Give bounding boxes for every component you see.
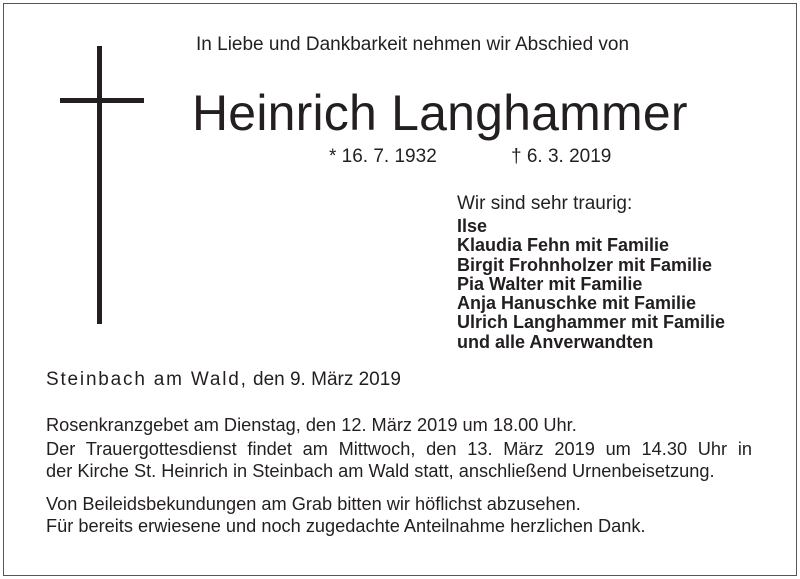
closing-line: Für bereits erwiesene und noch zugedachte Anteilnahme herzlichen Dank. [46, 516, 646, 536]
mourner-item: Klaudia Fehn mit Familie [457, 235, 670, 256]
cross-symbol-bar [60, 98, 144, 103]
notice-date: den 9. März 2019 [247, 369, 401, 390]
mourners-heading: Wir sind sehr traurig: [457, 193, 633, 214]
service-info [46, 438, 752, 482]
closing-text [46, 493, 646, 537]
mourner-item: Birgit Frohnholzer mit Familie [457, 254, 713, 275]
closing-line: Von Beileidsbekundungen am Grab bitten wir höflichst abzusehen. [46, 494, 581, 514]
mourner-item: Anja Hanuschke mit Familie [457, 293, 697, 314]
service-line: der Kirche St. Heinrich in Steinbach am Wald statt, anschließend Urnenbeisetzung. [46, 461, 715, 481]
cross-symbol [97, 46, 102, 324]
death-date: † 6. 3. 2019 [511, 146, 612, 167]
mourner-item: Ilse [457, 216, 488, 236]
service-line: Der Trauergottesdienst findet am Mittwoch, den 13. März 2019 um 14.30 Uhr in [46, 439, 752, 459]
place: Steinbach am Wald, [46, 369, 248, 390]
intro-text: In Liebe und Dankbarkeit nehmen wir Abschied von [196, 34, 630, 55]
mourner-item: und alle Anverwandten [457, 331, 654, 352]
birth-date: * 16. 7. 1932 [329, 146, 437, 167]
mourner-item: Ulrich Langhammer mit Familie [457, 312, 726, 333]
deceased-name: Heinrich Langhammer [192, 85, 688, 141]
rosary-info: Rosenkranzgebet am Dienstag, den 12. März 2019 um 18.00 Uhr. [46, 415, 577, 435]
mourners-list [457, 217, 725, 352]
place-date-line [46, 368, 401, 392]
mourner-item: Pia Walter mit Familie [457, 273, 643, 294]
